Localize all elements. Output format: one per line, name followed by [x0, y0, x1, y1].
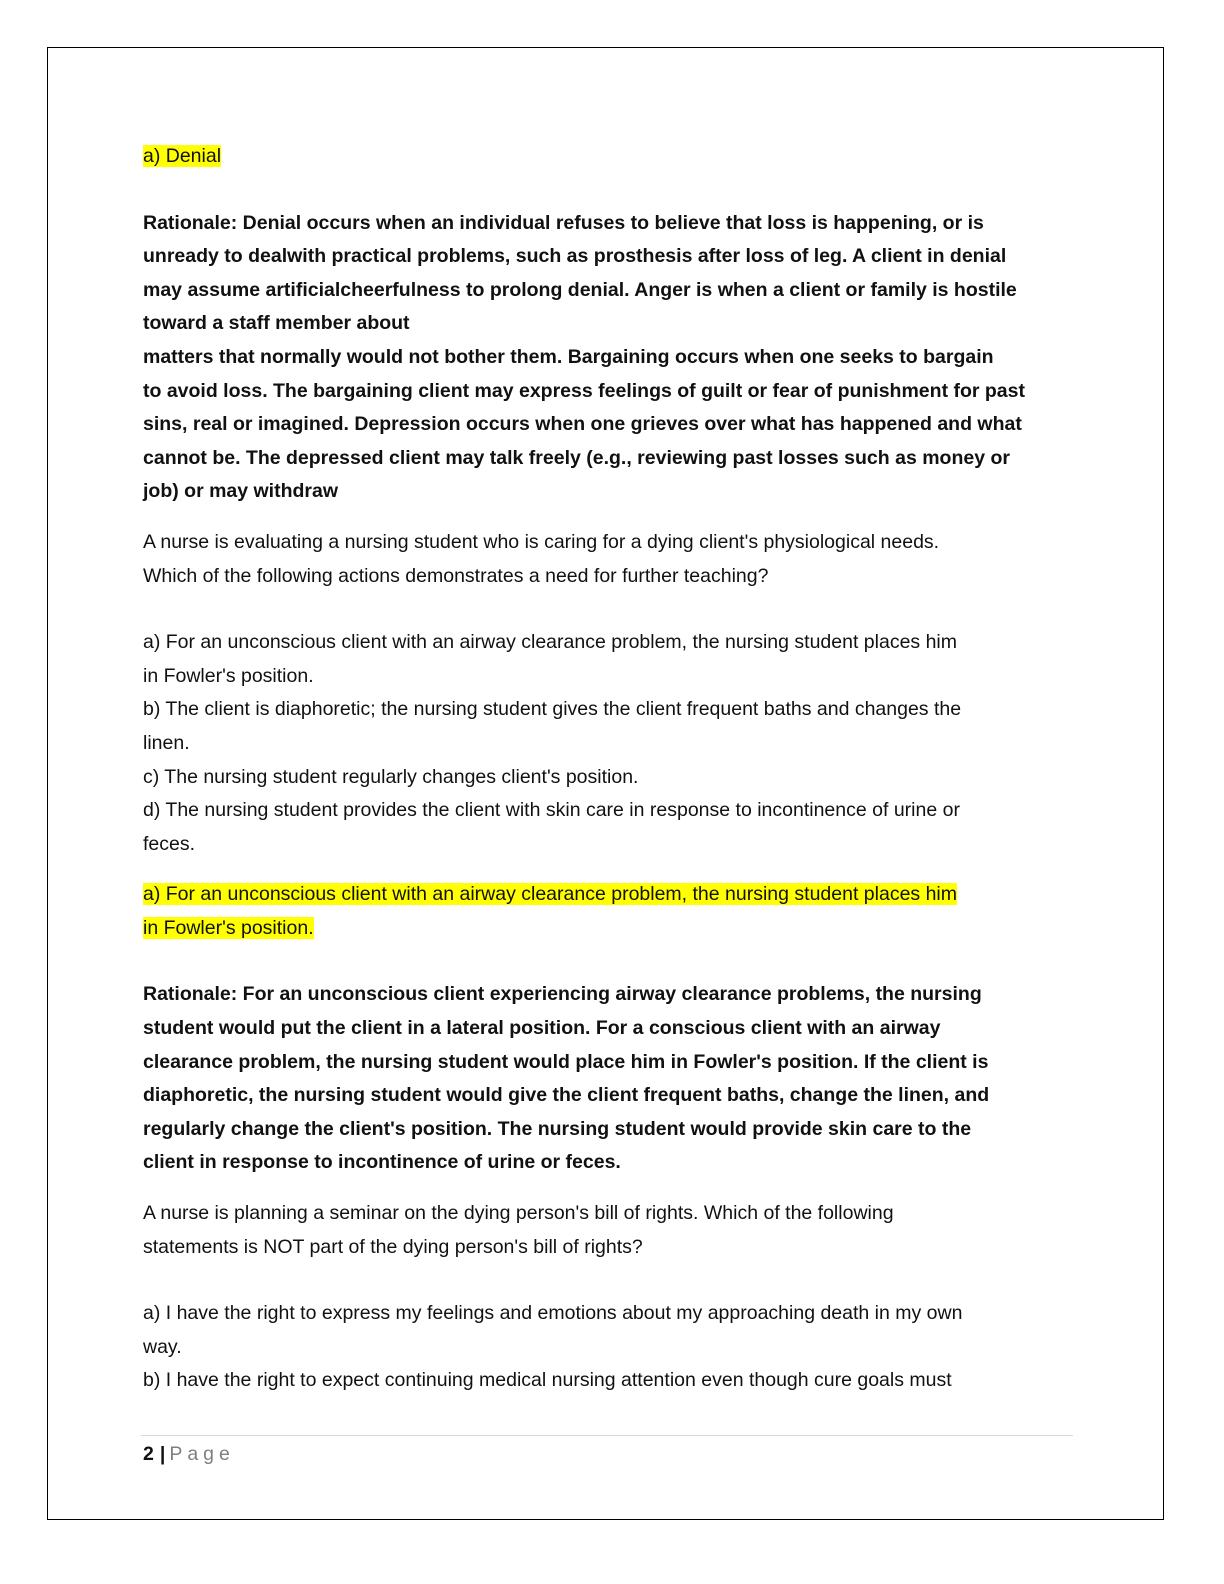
- rationale-line: matters that normally would not bother them. Bargaining occurs when one seeks to bargain: [143, 345, 994, 368]
- question-3-options: [143, 1297, 1078, 1398]
- option-line: in Fowler's position.: [143, 664, 314, 687]
- rationale-line: Rationale: For an unconscious client experiencing airway clearance problems, the nursing: [143, 983, 982, 1006]
- rationale-line: job) or may withdraw: [143, 480, 339, 503]
- option-line: b) I have the right to expect continuing medical nursing attention even though cure goals must: [143, 1369, 952, 1392]
- page-number: 2: [143, 1443, 154, 1465]
- rationale-line: cannot be. The depressed client may talk freely (e.g., reviewing past losses such as money or: [143, 446, 1010, 469]
- rationale-line: student would put the client in a lateral position. For a conscious client with an airway: [143, 1017, 941, 1040]
- rationale-line: may assume artificialcheerfulness to prolong denial. Anger is when a client or family is hostile: [143, 278, 1017, 301]
- question-2-options: [143, 626, 1078, 861]
- option-line: feces.: [143, 832, 196, 855]
- option-line: a) I have the right to express my feelings and emotions about my approaching death in my own: [143, 1302, 963, 1325]
- rationale-2: [143, 978, 1078, 1180]
- highlighted-answer: in Fowler's position.: [143, 916, 314, 939]
- option-line: d) The nursing student provides the client with skin care in response to incontinence of urine or: [143, 799, 960, 822]
- footer-divider: [141, 1435, 1073, 1436]
- question-line: statements is NOT part of the dying person's bill of rights?: [143, 1235, 643, 1258]
- rationale-line: unready to dealwith practical problems, such as prosthesis after loss of leg. A client in denial: [143, 245, 1007, 268]
- option-line: linen.: [143, 731, 190, 754]
- answer-line: [143, 912, 1078, 946]
- rationale-1: [143, 207, 1078, 509]
- rationale-line: Rationale: Denial occurs when an individual refuses to believe that loss is happening, or is: [143, 211, 984, 234]
- rationale-line: clearance problem, the nursing student would place him in Fowler's position. If the client is: [143, 1050, 989, 1073]
- question-line: A nurse is evaluating a nursing student who is caring for a dying client's physiological needs.: [143, 530, 940, 553]
- rationale-line: to avoid loss. The bargaining client may express feelings of guilt or fear of punishment for past: [143, 379, 1025, 402]
- option-line: c) The nursing student regularly changes client's position.: [143, 765, 639, 788]
- question-line: Which of the following actions demonstrates a need for further teaching?: [143, 564, 769, 587]
- highlighted-answer: a) Denial: [143, 145, 222, 167]
- question-line: A nurse is planning a seminar on the dying person's bill of rights. Which of the following: [143, 1202, 894, 1225]
- rationale-line: regularly change the client's position. The nursing student would provide skin care to the: [143, 1117, 972, 1140]
- rationale-line: diaphoretic, the nursing student would give the client frequent baths, change the linen, and: [143, 1084, 990, 1107]
- answer-1: [143, 140, 1078, 174]
- option-line: way.: [143, 1335, 182, 1358]
- question-2-stem: [143, 526, 1078, 593]
- highlighted-answer: a) For an unconscious client with an airway clearance problem, the nursing student places him: [143, 883, 958, 906]
- question-2-answer: [143, 878, 1078, 945]
- rationale-line: sins, real or imagined. Depression occurs when one grieves over what has happened and what: [143, 413, 1022, 436]
- option-line: a) For an unconscious client with an airway clearance problem, the nursing student places him: [143, 631, 958, 654]
- question-3-stem: [143, 1197, 1078, 1264]
- footer-separator: |: [159, 1443, 166, 1465]
- option-line: b) The client is diaphoretic; the nursing student gives the client frequent baths and changes the: [143, 698, 962, 721]
- document-body: [143, 140, 1078, 1398]
- rationale-line: client in response to incontinence of urine or feces.: [143, 1151, 621, 1174]
- answer-line: [143, 878, 1078, 912]
- page-label: Page: [169, 1443, 235, 1465]
- page-footer: [143, 1440, 235, 1468]
- rationale-line: toward a staff member about: [143, 312, 410, 335]
